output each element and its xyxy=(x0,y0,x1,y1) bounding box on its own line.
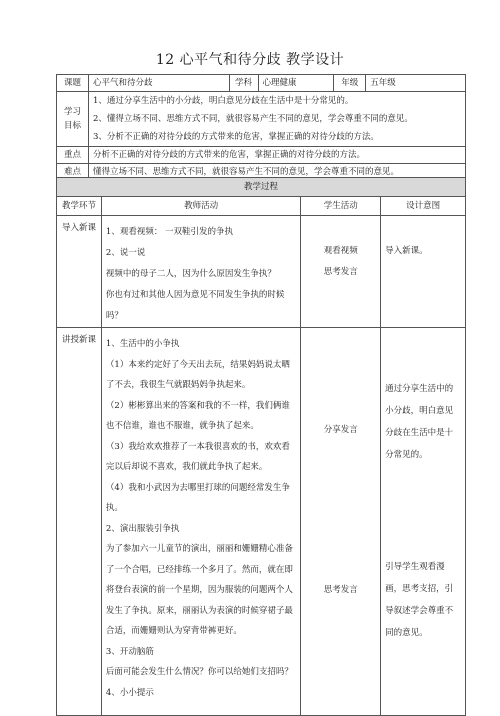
intro-line-5: 吗？ xyxy=(105,311,123,321)
process-table xyxy=(56,177,466,716)
lecture-line-3: 了不去，我很生气就跟妈妈争执起来。 xyxy=(105,380,251,390)
intro-line-2: 2、说一说 xyxy=(105,248,146,258)
intro-line-3: 视频中的母子二人，因为什么原因发生争执？ xyxy=(105,269,276,279)
lecture-design-1: 通过分享生活中的小分歧，明白意见分歧在生活中是十分常见的。 xyxy=(385,384,454,460)
intro-teacher xyxy=(101,216,300,328)
difficulty-label: 难点 xyxy=(57,164,89,181)
info-table xyxy=(56,74,466,181)
intro-line-1: 1、观看视频： 一双鞋引发的争执 xyxy=(105,227,234,237)
lecture-line-10: 2、演出服装引争执 xyxy=(105,523,180,534)
subject-value: 心理健康 xyxy=(258,75,334,92)
intro-design-text: 导入新课。 xyxy=(385,246,428,256)
col-student-header: 学生活动 xyxy=(301,197,381,216)
lecture-line-11: 为了参加六一儿童节的演出，丽丽和姗姗精心准备 xyxy=(105,544,293,554)
grade-value: 五年级 xyxy=(366,75,466,92)
lecture-design xyxy=(381,328,466,716)
lecture-line-1: 1、生活中的小争执 xyxy=(105,339,180,349)
intro-student xyxy=(301,216,381,328)
goals-label-text: 学习目标 xyxy=(63,107,81,131)
lecture-line-16: 3、开动脑筋 xyxy=(105,646,154,657)
lecture-line-13: 将登台表演的前一个星期，因为服装的问题两个人 xyxy=(105,585,293,595)
key-value: 分析不正确的对待分歧的方式带来的危害，掌握正确的对待分歧的方法。 xyxy=(88,147,465,164)
col-stage-header: 教学环节 xyxy=(57,197,102,216)
lecture-design-2: 引导学生观看漫画，思考支招，引导叙述学会尊重不同的意见。 xyxy=(385,562,454,638)
lecture-line-8: （4）我和小武因为去哪里打球的问题经常发生争 xyxy=(105,482,290,493)
key-label: 重点 xyxy=(57,147,89,164)
goals-cell xyxy=(88,92,465,147)
lecture-line-17: 后面可能会发生什么情况？你可以给她们支招吗？ xyxy=(105,667,293,677)
lecture-student-1: 分享发言 xyxy=(323,425,358,435)
page-title: 12 心平气和待分歧 教学设计 xyxy=(155,52,345,68)
lecture-line-2: （1）本来约定好了今天出去玩，结果妈妈说太晒 xyxy=(105,359,290,370)
lecture-teacher xyxy=(101,328,300,716)
col-teacher-header: 教师活动 xyxy=(101,197,300,216)
goal-3: 3、分析不正确的对待分歧的方式带来的危害，掌握正确的对待分歧的方法。 xyxy=(92,132,379,142)
subject-label: 学科 xyxy=(229,75,258,92)
lecture-line-4: （2）彬彬算出来的答案和我的不一样，我们俩谁 xyxy=(105,400,290,411)
process-heading: 教学过程 xyxy=(57,178,466,197)
intro-student-2: 思考发言 xyxy=(323,267,358,277)
lecture-stage: 讲授新课 xyxy=(57,328,102,716)
lecture-line-18: 4、小小提示 xyxy=(105,687,154,698)
lecture-line-14: 发生了争执。原来，丽丽认为表演的时候穿裙子最 xyxy=(105,605,293,616)
intro-line-4: 你也有过和其他人因为意见不同发生争执的时候 xyxy=(105,290,285,300)
lecture-student xyxy=(301,328,381,716)
intro-stage: 导入新课 xyxy=(57,216,102,328)
topic-label: 课题 xyxy=(57,75,89,92)
lecture-line-5: 也不信谁，谁也不服谁，就争执了起来。 xyxy=(105,421,259,431)
col-design-header: 设计意图 xyxy=(381,197,466,216)
goal-2: 2、懂得立场不同、思维方式不同，就很容易产生不同的意见，学会尊重不同的意见。 xyxy=(92,114,413,124)
lecture-line-7: 完以后却说不喜欢，我们就此争执了起来。 xyxy=(105,462,268,472)
goals-label xyxy=(57,92,89,147)
intro-design xyxy=(381,216,466,328)
lecture-line-6: （3）我给欢欢推荐了一本我很喜欢的书，欢欢看 xyxy=(105,441,290,452)
lecture-line-12: 了一个合唱，已经排练一个多月了。然而，就在即 xyxy=(105,564,293,575)
goal-1: 1、通过分享生活中的小分歧，明白意见分歧在生活中是十分常见的。 xyxy=(92,96,354,106)
difficulty-value: 懂得立场不同、思维方式不同，就很容易产生不同的意见，学会尊重不同的意见。 xyxy=(88,164,465,181)
lecture-student-2: 思考发言 xyxy=(323,585,358,595)
grade-label: 年级 xyxy=(334,75,366,92)
topic-value: 心平气和待分歧 xyxy=(88,75,229,92)
lecture-line-9: 执。 xyxy=(105,503,123,513)
lecture-line-15: 合适，而姗姗则认为穿背带裤更好。 xyxy=(105,626,242,636)
intro-student-1: 观看视频 xyxy=(323,246,358,256)
